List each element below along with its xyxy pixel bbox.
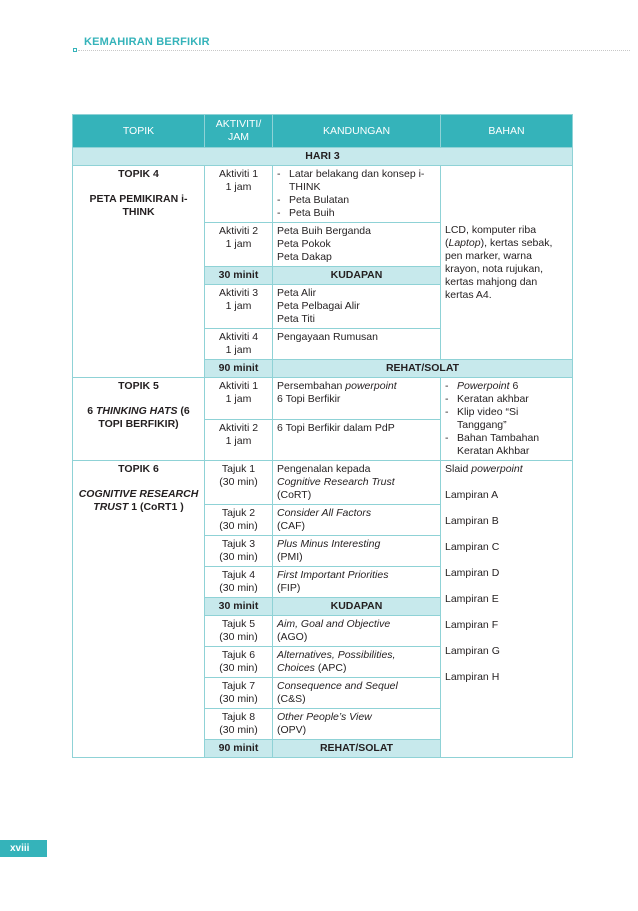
content-cell (273, 329, 441, 360)
content-item: Peta Buih (289, 207, 335, 219)
header-dotted-line (78, 50, 630, 51)
attachment-item: Lampiran A (445, 489, 499, 501)
tajuk-time: (30 min) (219, 520, 258, 532)
day-row (73, 148, 573, 166)
activity-cell (205, 285, 273, 329)
content-cell (273, 709, 441, 740)
materials-text: powerpoint (471, 463, 523, 475)
tajuk-label: Tajuk 8 (221, 711, 256, 723)
content-cell (273, 678, 441, 709)
activity-time: 1 jam (225, 238, 252, 250)
topic-text: COGNITIVE RESEARCH TRUST (78, 488, 199, 513)
content-item: (C&S) (277, 693, 306, 705)
topic-4-title: TOPIK 4 (118, 168, 159, 180)
materials-text: LCD, komputer riba (445, 223, 537, 236)
tajuk-time: (30 min) (219, 582, 258, 594)
content-item: Peta Alir (277, 287, 317, 299)
tajuk-time: (30 min) (219, 662, 258, 674)
tajuk-cell (205, 461, 273, 505)
content-cell (273, 461, 441, 505)
content-item: Latar belakang dan konsep i-THINK (289, 168, 425, 193)
content-item: (CoRT) (277, 489, 312, 501)
list-dash: - (277, 207, 281, 219)
content-item: Peta Titi (277, 313, 315, 325)
content-item: Peta Buih Berganda (277, 225, 371, 237)
materials-text: ( (445, 236, 449, 249)
break-label: KUDAPAN (273, 267, 441, 285)
materials-text: 6 (509, 380, 519, 392)
tajuk-cell (205, 505, 273, 536)
list-dash: - (277, 168, 281, 180)
content-cell (273, 378, 441, 420)
content-text: Alternatives, Possibilities, Choices (277, 649, 396, 674)
content-item: Pengenalan kepada (277, 463, 371, 475)
table-row (73, 166, 573, 223)
header-marker (73, 48, 77, 52)
topic-6-cell (73, 461, 205, 758)
topic-text: 6 (87, 405, 97, 417)
table-row (73, 378, 573, 420)
content-item: Peta Pelbagai Alir (277, 300, 360, 312)
tajuk-label: Tajuk 1 (221, 463, 256, 475)
materials-text: Powerpoint (457, 380, 510, 392)
list-dash: - (445, 393, 449, 405)
activity-label: Aktiviti 2 (218, 421, 259, 434)
topic-5-description (77, 405, 200, 431)
break-time: 30 minit (205, 598, 273, 616)
tajuk-cell (205, 616, 273, 647)
tajuk-cell (205, 536, 273, 567)
topic-text: THINKING HATS (96, 405, 178, 417)
day-label: HARI 3 (73, 148, 573, 166)
content-item: (PMI) (277, 551, 303, 563)
tajuk-time: (30 min) (219, 693, 258, 705)
content-cell (273, 536, 441, 567)
activity-label: Aktiviti 1 (218, 380, 259, 392)
page-number-tab (0, 840, 47, 857)
activity-cell (205, 329, 273, 360)
content-item (277, 380, 436, 393)
materials-cell-topic-6 (441, 461, 573, 758)
content-item: Other People’s View (277, 711, 372, 723)
running-header: KEMAHIRAN BERFIKIR (84, 36, 210, 48)
tajuk-cell (205, 709, 273, 740)
content-cell (273, 419, 441, 461)
break-time: 30 minit (205, 267, 273, 285)
break-label: KUDAPAN (273, 598, 441, 616)
topic-5-cell (73, 378, 205, 461)
materials-item (445, 463, 568, 476)
content-cell (273, 505, 441, 536)
materials-cell-topic-4 (441, 166, 573, 360)
content-item: Pengayaan Rumusan (277, 331, 378, 343)
page-number: xviii (10, 843, 30, 854)
topic-text: (6 TOPI BERFIKIR) (98, 405, 190, 430)
tajuk-cell (205, 647, 273, 678)
activity-time: 1 jam (225, 181, 252, 193)
attachment-item: Lampiran H (445, 671, 500, 683)
content-cell (273, 285, 441, 329)
attachment-item: Lampiran B (445, 515, 499, 527)
content-item: 6 Topi Berfikir dalam PdP (277, 421, 395, 434)
break-time: 90 minit (205, 360, 273, 378)
content-item: Peta Pokok (277, 238, 331, 250)
table-header-row (73, 115, 573, 148)
content-cell (273, 166, 441, 223)
content-text: Persembahan (277, 380, 346, 392)
break-time: 90 minit (205, 740, 273, 758)
topic-6-description (77, 488, 200, 514)
activity-cell (205, 419, 273, 461)
attachment-item: Lampiran E (445, 593, 499, 605)
content-cell (273, 567, 441, 598)
content-item: (OPV) (277, 724, 307, 736)
materials-text: Laptop (448, 236, 481, 249)
tajuk-cell (205, 567, 273, 598)
activity-time: 1 jam (225, 300, 252, 312)
tajuk-label: Tajuk 2 (221, 507, 256, 519)
materials-text: Slaid (445, 463, 472, 475)
attachment-item: Lampiran G (445, 645, 500, 657)
tajuk-cell (205, 678, 273, 709)
activity-time: 1 jam (225, 393, 252, 405)
materials-cell-topic-5 (441, 378, 573, 461)
content-item (277, 649, 436, 675)
column-header-bahan: BAHAN (441, 115, 573, 148)
materials-item (457, 380, 568, 393)
tajuk-time: (30 min) (219, 551, 258, 563)
materials-item: Bahan Tambahan Keratan Akhbar (457, 432, 540, 457)
tajuk-time: (30 min) (219, 724, 258, 736)
content-item: First Important Priorities (277, 569, 389, 581)
content-item: Peta Bulatan (289, 194, 350, 206)
tajuk-label: Tajuk 3 (221, 538, 256, 550)
topic-4-cell (73, 166, 205, 378)
content-cell (273, 647, 441, 678)
activity-cell (205, 223, 273, 267)
content-item: Consequence and Sequel (277, 680, 398, 692)
activity-label: Aktiviti 4 (218, 331, 259, 343)
column-header-kandungan: KANDUNGAN (273, 115, 441, 148)
break-label: REHAT/SOLAT (273, 740, 441, 758)
content-item: (AGO) (277, 631, 308, 643)
topic-5-title: TOPIK 5 (118, 380, 159, 392)
column-header-topik: TOPIK (73, 115, 205, 148)
activity-cell (205, 166, 273, 223)
activity-label: Aktiviti 3 (218, 287, 259, 299)
content-item: Plus Minus Interesting (277, 538, 381, 550)
topic-6-title: TOPIK 6 (118, 463, 159, 475)
activity-label: Aktiviti 2 (218, 225, 259, 237)
activity-cell (205, 378, 273, 420)
table-row (73, 461, 573, 505)
content-item: (FIP) (277, 582, 301, 594)
tajuk-label: Tajuk 6 (221, 649, 256, 661)
content-cell (273, 616, 441, 647)
topic-text: 1 (CoRT1 ) (128, 501, 184, 513)
content-item: Cognitive Research Trust (277, 476, 395, 488)
content-item: Consider All Factors (277, 507, 372, 519)
list-dash: - (445, 380, 449, 392)
content-text: powerpoint (345, 380, 397, 392)
list-dash: - (277, 194, 281, 206)
attachment-item: Lampiran D (445, 567, 500, 579)
activity-time: 1 jam (225, 434, 252, 447)
schedule-table (72, 114, 573, 758)
tajuk-time: (30 min) (219, 476, 258, 488)
topic-4-description: PETA PEMIKIRAN i- THINK (89, 193, 188, 218)
content-item: Peta Dakap (277, 251, 332, 263)
tajuk-label: Tajuk 5 (221, 618, 256, 630)
break-label: REHAT/SOLAT (273, 360, 573, 378)
list-dash: - (445, 406, 449, 418)
materials-text: ), kertas sebak, pen marker, warna krayon, nota rujukan, kertas mahjong dan kertas A4. (445, 236, 553, 301)
materials-item: Klip video “Si Tanggang” (457, 406, 519, 431)
content-item: Aim, Goal and Objective (277, 618, 391, 630)
materials-item: Keratan akhbar (457, 393, 529, 405)
tajuk-label: Tajuk 4 (221, 569, 256, 581)
content-item: 6 Topi Berfikir (277, 393, 341, 405)
content-text: (APC) (314, 662, 347, 674)
activity-label: Aktiviti 1 (218, 168, 259, 180)
tajuk-label: Tajuk 7 (221, 680, 256, 692)
attachment-item: Lampiran F (445, 619, 499, 631)
tajuk-time: (30 min) (219, 631, 258, 643)
column-header-aktiviti: AKTIVITI/ JAM (205, 115, 273, 148)
content-cell (273, 223, 441, 267)
activity-time: 1 jam (225, 344, 252, 356)
attachment-item: Lampiran C (445, 541, 500, 553)
list-dash: - (445, 432, 449, 444)
content-item: (CAF) (277, 520, 305, 532)
